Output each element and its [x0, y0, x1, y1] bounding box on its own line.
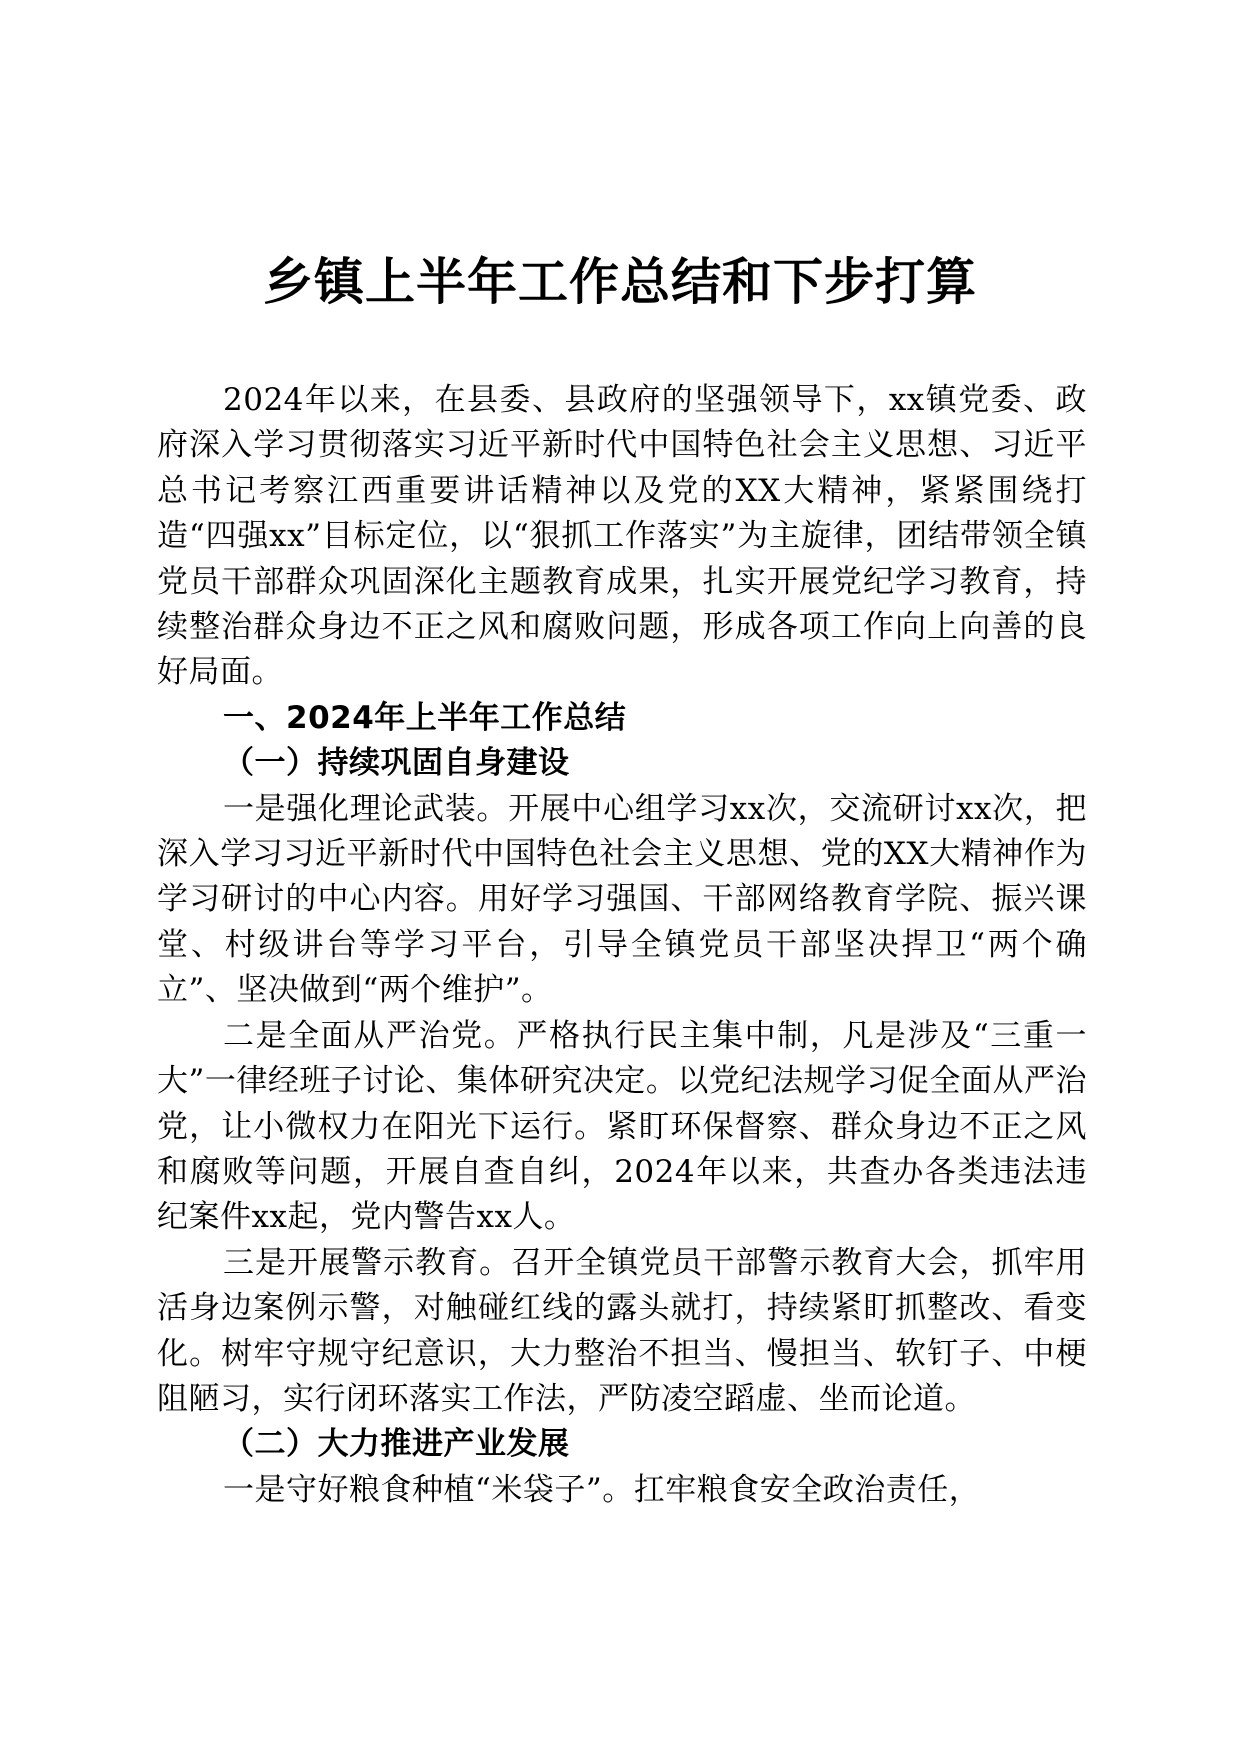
- section-heading-1: 一、2024年上半年工作总结: [223, 699, 627, 736]
- subsection-heading-2: （二）大力推进产业发展: [223, 1426, 570, 1463]
- document-title: 乡镇上半年工作总结和下步打算: [263, 252, 977, 311]
- paragraph-theory-study: 一是强化理论武装。开展中心组学习xx次，交流研讨xx次，把深入学习习近平新时代中国特色社会主义思想、党的XX大精神作为学习研讨的中心内容。用好学习强国、干部网络教育学院、振兴课堂、村级讲台等学习平台，引导全镇党员干部坚决捍卫“两个确立”、坚决做到“两个维护”。: [157, 790, 1087, 1009]
- paragraph-warning-education: 三是开展警示教育。召开全镇党员干部警示教育大会，抓牢用活身边案例示警，对触碰红线的露头就打，持续紧盯抓整改、看变化。树牢守规守纪意识，大力整治不担当、慢担当、软钉子、中梗阻陋习，实行闭环落实工作法，严防凌空蹈虚、坐而论道。: [157, 1244, 1087, 1417]
- document-body: [157, 378, 1087, 1513]
- subsection-heading-1: （一）持续巩固自身建设: [223, 745, 570, 782]
- intro-paragraph: 2024年以来，在县委、县政府的坚强领导下，xx镇党委、政府深入学习贯彻落实习近平新时代中国特色社会主义思想、习近平总书记考察江西重要讲话精神以及党的XX大精神，紧紧围绕打造“四强xx”目标定位，以“狠抓工作落实”为主旋律，团结带领全镇党员干部群众巩固深化主题教育成果，扎实开展党纪学习教育，持续整治群众身边不正之风和腐败问题，形成各项工作向上向善的良好局面。: [157, 382, 1087, 691]
- paragraph-party-discipline: 二是全面从严治党。严格执行民主集中制，凡是涉及“三重一大”一律经班子讨论、集体研究决定。以党纪法规学习促全面从严治党，让小微权力在阳光下运行。紧盯环保督察、群众身边不正之风和腐败等问题，开展自查自纠，2024年以来，共查办各类违法违纪案件xx起，党内警告xx人。: [157, 1017, 1087, 1236]
- paragraph-grain-planting: 一是守好粮食种植“米袋子”。扛牢粮食安全政治责任，: [223, 1471, 981, 1508]
